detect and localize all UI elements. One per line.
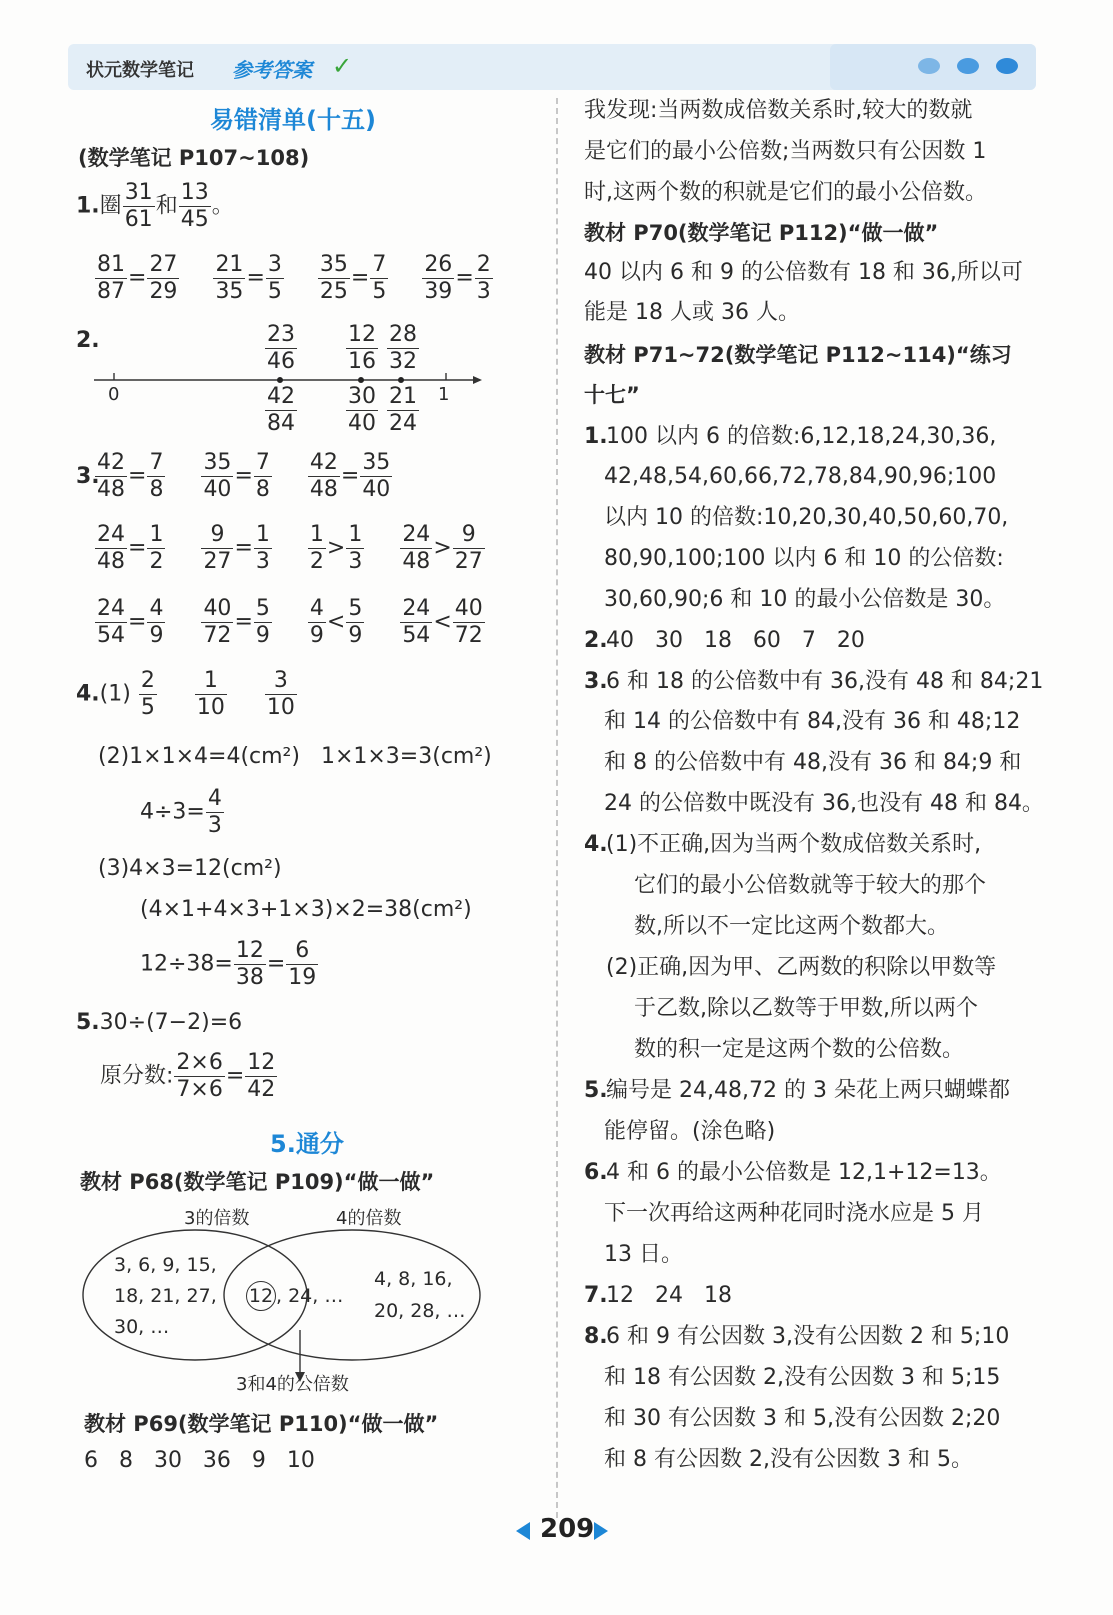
item1-line4: 80,90,100;100 以内 6 和 10 的公倍数: bbox=[604, 546, 1004, 571]
item3-line2: 和 14 的公倍数中有 84,没有 36 和 48;12 bbox=[604, 709, 1021, 734]
item3-number: 3. bbox=[584, 669, 608, 694]
q3-row1: $\frac{42}{48}$ = $\frac{7}{8}$ $\frac{35}{40}$ = $\frac{7}{8}$ $\frac{42}{48}$ = $\frac{35}{40}$ bbox=[97, 450, 391, 502]
item1-line2: 42,48,54,60,66,72,78,84,90,96;100 bbox=[604, 464, 997, 489]
item1-number: 1. bbox=[584, 424, 608, 449]
item8-line1: 6 和 9 有公因数 3,没有公因数 2 和 5;10 bbox=[606, 1324, 1010, 1349]
venn-circled-12: 12 bbox=[246, 1281, 276, 1311]
item4-line6: 数的积一定是这两个数的公倍数。 bbox=[606, 1037, 964, 1062]
q1-circled-line: 1.圈 $\frac{31}{61}$ 和 $\frac{13}{45}$ 。 bbox=[76, 180, 234, 232]
page-number: 209 bbox=[540, 1514, 595, 1544]
q2-bottom-frac-3: $\frac{21}{24}$ bbox=[389, 384, 417, 436]
q3-row3: $\frac{24}{54}$ = $\frac{4}{9}$ $\frac{40}{72}$ = $\frac{5}{9}$ $\frac{4}{9}$ < $\frac{5}{9}$ $\frac{24}{54}$ < $\frac{40}{72}$ bbox=[97, 596, 483, 648]
q2-bottom-frac-1: $\frac{42}{84}$ bbox=[267, 384, 295, 436]
venn-right-text-1: 4, 8, 16, bbox=[374, 1268, 453, 1290]
item7-number: 7. bbox=[584, 1283, 608, 1308]
axis-start-label: 0 bbox=[108, 384, 120, 405]
venn-middle-tail: , 24, … bbox=[276, 1285, 344, 1307]
item6-line3: 13 日。 bbox=[604, 1242, 683, 1267]
venn-bottom-label: 3和4的公倍数 bbox=[236, 1374, 349, 1395]
right-line-6: 能是 18 人或 36 人。 bbox=[584, 300, 800, 325]
item4-number: 4. bbox=[584, 832, 608, 857]
q5-line: 5.30÷(7−2)=6 bbox=[76, 1010, 243, 1035]
p69-answers: 6 8 30 36 9 10 bbox=[84, 1448, 315, 1473]
item7-line1: 12 24 18 bbox=[606, 1283, 732, 1308]
venn-left-text-1: 3, 6, 9, 15, bbox=[114, 1254, 217, 1276]
right-line-3: 时,这两个数的积就是它们的最小公倍数。 bbox=[584, 180, 987, 205]
q4-part3-line2: (4×1+4×3+1×3)×2=38(cm²) bbox=[140, 897, 472, 922]
item8-line3: 和 30 有公因数 3 和 5,没有公因数 2;20 bbox=[604, 1406, 1001, 1431]
right-p70-heading: 教材 P70(数学笔记 P112)“做一做” bbox=[584, 221, 939, 245]
item5-number: 5. bbox=[584, 1078, 608, 1103]
item1-line5: 30,60,90;6 和 10 的最小公倍数是 30。 bbox=[604, 587, 1006, 612]
item6-line1: 4 和 6 的最小公倍数是 12,1+12=13。 bbox=[606, 1160, 1002, 1185]
q4-part3-calc: 12÷38= $\frac{12}{38}$ = $\frac{6}{19}$ bbox=[140, 938, 317, 990]
item4-line5: 于乙数,除以乙数等于甲数,所以两个 bbox=[606, 996, 978, 1021]
right-line-5: 40 以内 6 和 9 的公倍数有 18 和 36,所以可 bbox=[584, 260, 1023, 285]
answer-label: 参考答案 bbox=[232, 58, 312, 82]
item8-line2: 和 18 有公因数 2,没有公因数 3 和 5;15 bbox=[604, 1365, 1001, 1390]
q5-original-fraction: 原分数: $\frac{2\times 6}{7\times 6}$ = $\frac{12}{42}$ bbox=[100, 1050, 276, 1102]
right-p71-heading: 教材 P71~72(数学笔记 P112~114)“练习 bbox=[584, 343, 1012, 367]
item2-line1: 40 30 18 60 7 20 bbox=[606, 628, 865, 653]
item1-line1: 100 以内 6 的倍数:6,12,18,24,30,36, bbox=[606, 424, 997, 449]
q1-equations: $\frac{81}{87}$ = $\frac{27}{29}$ $\frac{21}{35}$ = $\frac{3}{5}$ $\frac{35}{25}$ = $\frac{7}{5}$ $\frac{26}{39}$ = $\frac{2}{3}$ bbox=[97, 252, 491, 304]
item5-line1: 编号是 24,48,72 的 3 朵花上两只蝴蝶都 bbox=[606, 1078, 1010, 1103]
section-title-tongfen: 5.通分 bbox=[270, 1130, 344, 1158]
q2-top-frac-3: $\frac{28}{32}$ bbox=[389, 322, 417, 374]
q4-part3-line1: (3)4×3=12(cm²) bbox=[98, 856, 282, 881]
item8-number: 8. bbox=[584, 1324, 608, 1349]
column-divider bbox=[556, 98, 558, 1518]
page-prev-arrow-icon bbox=[516, 1522, 530, 1540]
page-next-arrow-icon bbox=[594, 1522, 608, 1540]
item3-line3: 和 8 的公倍数中有 48,没有 36 和 84;9 和 bbox=[604, 750, 1022, 775]
q2-bottom-frac-2: $\frac{30}{40}$ bbox=[348, 384, 376, 436]
section-ref: (数学笔记 P107~108) bbox=[78, 146, 310, 170]
q4-part1: 4.(1) $\frac{2}{5}$ $\frac{1}{10}$ $\frac{3}{10}$ bbox=[76, 668, 295, 720]
q3-number: 3. bbox=[76, 464, 100, 489]
right-line-2: 是它们的最小公倍数;当两数只有公因数 1 bbox=[584, 139, 987, 164]
venn-left-text-3: 30, … bbox=[114, 1316, 170, 1338]
item4-line2: 它们的最小公倍数就等于较大的那个 bbox=[606, 873, 986, 898]
p68-heading: 教材 P68(数学笔记 P109)“做一做” bbox=[80, 1170, 435, 1194]
item4-line4: (2)正确,因为甲、乙两数的积除以甲数等 bbox=[606, 955, 997, 980]
q4-part2-line: (2)1×1×4=4(cm²) 1×1×3=3(cm²) bbox=[98, 744, 492, 769]
q4-part2-calc: 4÷3= $\frac{4}{3}$ bbox=[140, 786, 222, 838]
item5-line2: 能停留。(涂色略) bbox=[604, 1119, 776, 1144]
item2-number: 2. bbox=[584, 628, 608, 653]
item4-line1: (1)不正确,因为当两个数成倍数关系时, bbox=[606, 832, 982, 857]
item8-line4: 和 8 有公因数 2,没有公因数 3 和 5。 bbox=[604, 1447, 973, 1472]
item1-line3: 以内 10 的倍数:10,20,30,40,50,60,70, bbox=[604, 505, 1009, 530]
book-title: 状元数学笔记 bbox=[86, 60, 194, 81]
venn-left-label: 3的倍数 bbox=[184, 1208, 250, 1229]
right-p71-heading-cont: 十七” bbox=[584, 383, 640, 407]
venn-right-text-2: 20, 28, … bbox=[374, 1300, 466, 1322]
q2-top-frac-2: $\frac{12}{16}$ bbox=[348, 322, 376, 374]
section-title-cuoqing: 易错清单(十五) bbox=[210, 106, 376, 134]
p69-heading: 教材 P69(数学笔记 P110)“做一做” bbox=[84, 1412, 439, 1436]
item4-line3: 数,所以不一定比这两个数都大。 bbox=[606, 914, 949, 939]
axis-end-label: 1 bbox=[438, 384, 450, 405]
venn-right-label: 4的倍数 bbox=[336, 1208, 402, 1229]
q3-row2: $\frac{24}{48}$ = $\frac{1}{2}$ $\frac{9}{27}$ = $\frac{1}{3}$ $\frac{1}{2}$ > $\frac{1}{3}$ $\frac{24}{48}$ > $\frac{9}{27}$ bbox=[97, 522, 483, 574]
item3-line1: 6 和 18 的公倍数中有 36,没有 48 和 84;21 bbox=[606, 669, 1044, 694]
q2-number: 2. bbox=[76, 328, 100, 353]
item6-line2: 下一次再给这两种花同时浇水应是 5 月 bbox=[604, 1201, 984, 1226]
venn-left-text-2: 18, 21, 27, bbox=[114, 1285, 217, 1307]
check-icon: ✓ bbox=[332, 52, 353, 80]
item3-line4: 24 的公倍数中既没有 36,也没有 48 和 84。 bbox=[604, 791, 1044, 816]
right-line-1: 我发现:当两数成倍数关系时,较大的数就 bbox=[584, 98, 973, 123]
item6-number: 6. bbox=[584, 1160, 608, 1185]
q2-top-frac-1: $\frac{23}{46}$ bbox=[267, 322, 295, 374]
dots-decoration-icon bbox=[918, 58, 1018, 78]
